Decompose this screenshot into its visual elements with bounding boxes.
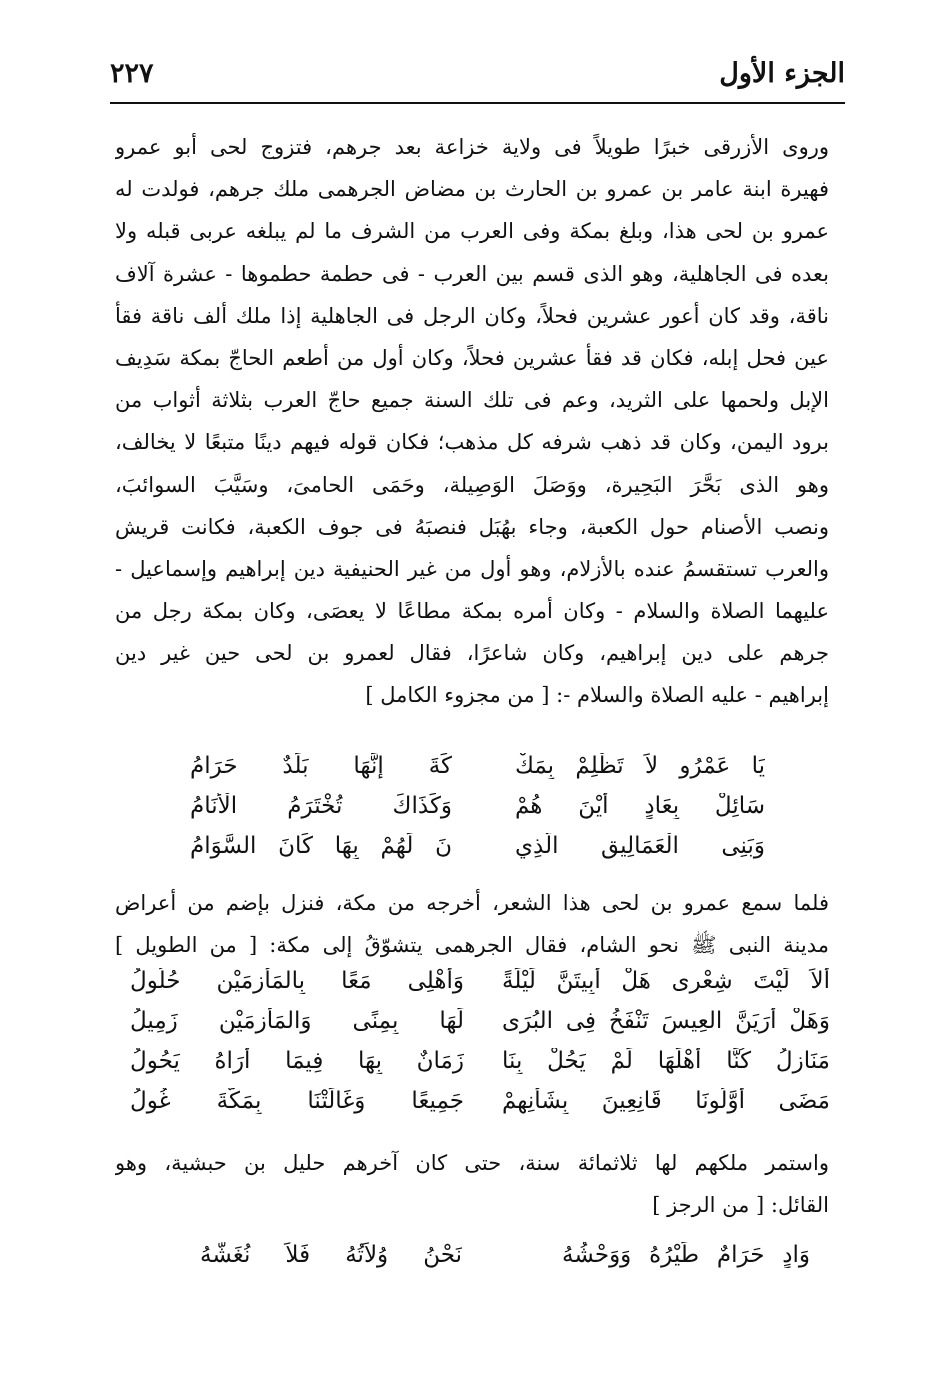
verse-second-hemistich: زَمَانٌ بِهَا فِيمَا أَرَاهُ يَحُولُ (130, 1048, 464, 1074)
verse-first-hemistich: يَا عَمْرُو لاَ تَظْلِمْ بِمَكْ (515, 753, 765, 779)
text-line: وروى الأزرقى خبرًا طويلاً فى ولاية خزاعة بعد جرهم، فتزوج لحى أبو عمرو (115, 135, 829, 159)
text-line: جرهم على دين إبراهيم، وكان شاعرًا، فقال لعمرو بن لحى حين غير دين (115, 641, 829, 666)
verse-first-hemistich: سَائِلْ بِعَادٍ أَيْنَ هُمْ (515, 793, 765, 819)
verse-first-hemistich: مَنَازِلُ كُنَّا أَهْلَهَا لَمْ يَحُلْ بِنَا (502, 1048, 830, 1074)
text-line: برود اليمن، وكان قد ذهب شرفه كل مذهب؛ فكان قوله فيهم دينًا متبعًا لا يخالف، (115, 430, 829, 455)
text-line: بعده فى الجاهلية، وهو الذى قسم بين العرب - فى حطمة حطموها - عشرة آلاف (115, 261, 829, 286)
text-line: واستمر ملكهم لها ثلاثمائة سنة، حتى كان آخرهم حليل بن حبشية، وهو (115, 1151, 829, 1175)
text-line: عين فحل إبله، فكان قد فقأ عشرين فحلاً، وكان أول من أطعم الحاجّ بمكة سَدِيف (115, 345, 829, 370)
poem-rajaz (200, 1242, 810, 1282)
verse-line (130, 1008, 830, 1048)
paragraph-1 (115, 126, 829, 717)
verse-line (130, 1048, 830, 1088)
verse-second-hemistich: وَأَهْلِى مَعًا بِالمَأْزِمَيْنِ حُلُولُ (130, 968, 464, 994)
verse-line (190, 753, 765, 793)
text-line: الإبل ولحمها على الثريد، وعم فى تلك السنة جميع حاجّ العرب بثلاثة أثواب من (115, 388, 829, 413)
text-line: والعرب تستقسمُ عنده بالأزلام، وهو أول من غير الحنيفية دين إبراهيم وإسماعيل - (115, 556, 829, 581)
text-line: مدينة النبى ﷺ نحو الشام، فقال الجرهمى يتشوّقُ إلى مكة: [ من الطويل ] (115, 933, 829, 958)
poem-kamil (190, 753, 765, 873)
verse-first-hemistich: وَبَنِى الْعَمَالِيقِ الَّذِي (515, 833, 765, 859)
paragraph-2 (115, 882, 829, 966)
verse-first-hemistich: وَهَلْ أَرَيَنَّ العِيسَ تَنْفَخُ فِى البُرَى (502, 1008, 830, 1034)
verse-second-hemistich: كَةَ إِنَّهَا بَلَدٌ حَرَامُ (190, 753, 452, 779)
text-line: وهو الذى بَحَّرَ البَحِيرة، ووَصَلَ الوَصِيلة، وحَمَى الحامىَ، وسَيَّبَ السوائبَ، (115, 472, 829, 497)
verse-line (190, 833, 765, 873)
text-line: ونصب الأصنام حول الكعبة، وجاء بهُبَل فنصبَهُ فى جوف الكعبة، فكانت قريش (115, 514, 829, 539)
page-header (110, 52, 845, 104)
verse-first-hemistich: وَادٍ حَرَامٌ طَيْرُهُ وَوَحْشُهُ (562, 1242, 810, 1268)
paragraph-3 (115, 1142, 829, 1226)
verse-line (200, 1242, 810, 1282)
verse-second-hemistich: نَ لَهُمْ بِهَا كَانَ السَّوَامُ (190, 833, 452, 859)
verse-first-hemistich: أَلاَ لَيْتَ شِعْرِى هَلْ أَبِيتَنَّ لَيْلَةً (502, 968, 830, 994)
verse-line (130, 968, 830, 1008)
verse-first-hemistich: مَضَى أَوَّلُونَا قَانِعِينَ بِشَأْنِهِمْ (502, 1088, 830, 1114)
text-line: فلما سمع عمرو بن لحى هذا الشعر، أخرجه من مكة، فنزل بإضم من أعراض (115, 891, 829, 915)
text-line: فهيرة ابنة عامر بن عمرو بن الحارث بن مضاض الجرهمى ملك جرهم، فولدت له (115, 177, 829, 202)
verse-second-hemistich: وَكَذَاكَ تُخْتَرَمُ الْأَنَامُ (190, 793, 452, 819)
text-line: عليهما الصلاة والسلام - وكان أمره بمكة مطاعًا لا يعصَى، وكان بمكة رجل من (115, 599, 829, 624)
verse-second-hemistich: لَهَا بِمِنًى وَالمَأْزِمَيْنِ زَمِيلُ (130, 1008, 464, 1034)
verse-second-hemistich: نَحْنُ وُلاَتُهُ فَلاَ نُغَشُّهُ (200, 1242, 462, 1268)
text-line: ناقة، وقد كان أعور عشرين فحلاً، وكان الرجل فى الجاهلية إذا ملك ألف ناقة فقأ (115, 303, 829, 328)
page-number: ٢٢٧ (110, 58, 154, 89)
text-line: القائل: [ من الرجز ] (652, 1193, 829, 1218)
running-title: الجزء الأول (719, 58, 845, 89)
verse-second-hemistich: جَمِيعًا وَغَالَتْنَا بِمَكَّةَ غُولُ (130, 1088, 464, 1114)
text-line: عمرو بن لحى هذا، وبلغ بمكة وفى العرب من الشرف ما لم يبلغه عربى قبله ولا (115, 219, 829, 244)
poem-tawil (130, 968, 830, 1128)
verse-line (130, 1088, 830, 1128)
verse-line (190, 793, 765, 833)
text-line: إبراهيم - عليه الصلاة والسلام -: [ من مجزوء الكامل ] (365, 683, 829, 708)
